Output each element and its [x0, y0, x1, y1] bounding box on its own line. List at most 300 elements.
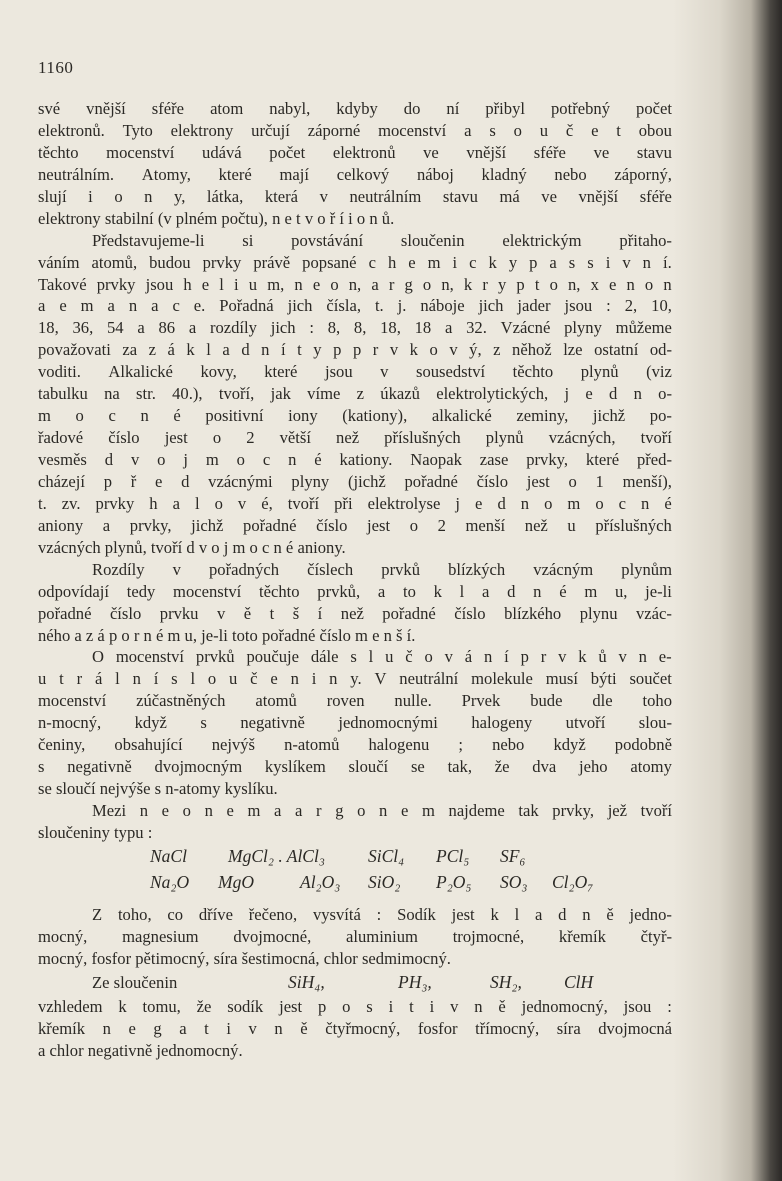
- word: ý,: [469, 340, 482, 360]
- word: tedy: [126, 581, 156, 601]
- word: e-: [658, 647, 672, 667]
- word: d: [609, 384, 618, 404]
- word: n: [641, 493, 650, 513]
- word: m: [584, 581, 598, 601]
- word: záporný,: [614, 164, 672, 184]
- word: o: [75, 406, 84, 426]
- word: jsou: [324, 362, 353, 382]
- text-line: [38, 164, 672, 186]
- word: plyny: [291, 471, 330, 491]
- word: je-li: [645, 581, 672, 601]
- word: můžeme: [615, 318, 672, 338]
- word: sloučí: [348, 757, 389, 777]
- formula: PCl₅: [436, 845, 470, 866]
- word: pořadných: [209, 559, 280, 579]
- word: na: [104, 384, 120, 404]
- word: í.: [662, 252, 672, 272]
- word: m: [247, 801, 261, 820]
- word: negativně: [240, 713, 305, 733]
- word: atom: [210, 99, 244, 118]
- word: ;: [458, 735, 464, 755]
- text-line: [38, 690, 672, 712]
- word: s: [568, 252, 576, 272]
- formula: MgCl₂ . AlCl₃: [228, 845, 325, 866]
- word: m: [38, 406, 51, 426]
- word: o: [157, 450, 166, 469]
- word: p: [520, 647, 529, 667]
- formula-row-3: [38, 970, 672, 996]
- word: elektronů.: [38, 120, 105, 140]
- word: h: [387, 252, 397, 272]
- word: n: [582, 904, 591, 924]
- word: cházejí: [38, 471, 85, 491]
- word: než: [340, 603, 364, 623]
- word: u: [229, 669, 238, 689]
- word: 40.),: [172, 384, 203, 404]
- word: pořadné: [38, 603, 92, 623]
- word: á: [94, 669, 103, 689]
- text-line: [38, 449, 672, 471]
- word: é: [173, 406, 181, 426]
- word: n,: [568, 274, 581, 294]
- text-line: [38, 948, 672, 970]
- word: n: [533, 581, 542, 601]
- word: 54: [107, 318, 124, 338]
- text-line: [38, 493, 672, 515]
- word: voditi.: [38, 362, 81, 382]
- word: o: [424, 647, 433, 667]
- word: kationy.: [339, 450, 393, 469]
- text-line: [38, 317, 672, 339]
- word: kyslíkem: [264, 757, 326, 777]
- word: zase: [479, 450, 509, 469]
- word: stavu: [442, 186, 478, 206]
- word: stavu: [636, 142, 672, 162]
- text-line: [38, 120, 672, 142]
- word: a: [137, 318, 145, 338]
- word: popsané: [302, 252, 357, 272]
- word: číslech: [307, 559, 354, 579]
- word: n: [102, 1018, 111, 1038]
- text-line: [38, 98, 672, 120]
- word: těchto: [38, 142, 79, 162]
- word: které: [264, 362, 298, 382]
- word: počet: [269, 142, 306, 162]
- word: n: [274, 1018, 283, 1038]
- word: kdyby: [336, 99, 378, 118]
- word: před-: [636, 450, 672, 469]
- word: ř: [130, 471, 137, 491]
- word: h: [183, 274, 192, 294]
- word: Mezi: [92, 801, 127, 820]
- word: co: [167, 904, 184, 924]
- word: tvoří: [640, 801, 672, 820]
- word: vzácnými: [208, 471, 273, 491]
- word: Alkalické: [108, 362, 173, 382]
- word: e: [400, 801, 409, 820]
- word: i: [88, 186, 93, 206]
- word: dvojmocným: [154, 757, 243, 777]
- word: nejvýš: [211, 735, 256, 755]
- word: n: [261, 340, 270, 360]
- word: Sodík: [397, 904, 436, 924]
- word: n: [520, 493, 530, 513]
- word: jichž: [191, 515, 224, 535]
- word: é,: [261, 493, 273, 513]
- word: a: [188, 318, 197, 338]
- text-line: [38, 625, 672, 647]
- word: jež: [607, 801, 628, 820]
- word: p: [516, 274, 525, 294]
- formula: ClH: [564, 971, 594, 992]
- word: p: [529, 252, 538, 272]
- word: halogeny: [471, 713, 533, 733]
- word: jest: [451, 904, 475, 924]
- word: víme: [307, 384, 341, 404]
- word: počet: [636, 99, 672, 118]
- word: číslo: [454, 603, 486, 623]
- word: k: [409, 340, 418, 360]
- word: t: [616, 120, 621, 140]
- word: u: [567, 515, 576, 535]
- word: Naopak: [410, 450, 462, 469]
- word: o: [422, 274, 432, 294]
- word: y: [497, 274, 507, 294]
- text-line: [38, 778, 672, 800]
- text-line: [38, 822, 672, 844]
- word: (viz: [646, 362, 672, 382]
- word: obou: [638, 120, 672, 140]
- text-line-content: se sloučí nejvýše s n-atomy kyslíku.: [38, 779, 278, 799]
- word: x: [590, 274, 599, 294]
- word: c: [368, 252, 376, 272]
- word: plyny: [564, 318, 602, 338]
- word: v: [319, 186, 328, 206]
- word: o: [429, 340, 438, 360]
- word: o: [549, 274, 558, 294]
- word: potřebný: [551, 99, 610, 118]
- word: blízkého: [504, 603, 562, 623]
- word: jsou: [145, 274, 174, 294]
- text-line: [38, 996, 672, 1018]
- word: a: [179, 1018, 187, 1038]
- word: jednomocný,: [521, 996, 608, 1016]
- word: to: [402, 581, 416, 601]
- word: l: [514, 904, 520, 924]
- word: 86: [158, 318, 176, 338]
- text-line: [38, 904, 672, 926]
- word: vnější: [86, 99, 126, 118]
- word: n: [294, 274, 303, 294]
- word: ě: [606, 904, 614, 924]
- word: n-mocný,: [38, 713, 102, 733]
- word: m: [421, 801, 435, 820]
- word: e: [161, 801, 170, 820]
- word: o: [544, 493, 553, 513]
- word: d: [241, 340, 250, 360]
- word: tak,: [447, 757, 472, 777]
- word: t: [269, 603, 275, 623]
- word: t.: [374, 296, 384, 316]
- word: jsou: [564, 296, 593, 316]
- word: Takové: [38, 274, 87, 294]
- formula: PH₃,: [398, 971, 432, 992]
- word: musí: [545, 669, 578, 689]
- word: udává: [202, 142, 242, 162]
- word: sodík: [227, 996, 264, 1016]
- word: 8,: [327, 318, 341, 338]
- word: V: [374, 669, 387, 689]
- word: p: [103, 471, 113, 491]
- word: než: [524, 515, 548, 535]
- word: c: [172, 296, 180, 316]
- word: neutrálním.: [38, 164, 115, 184]
- word: l: [368, 647, 374, 667]
- word: že: [494, 757, 510, 777]
- word: str.: [136, 384, 156, 404]
- word: n: [379, 801, 388, 820]
- text-line: [38, 734, 672, 756]
- word: 2: [246, 428, 255, 448]
- word: své: [38, 99, 61, 118]
- word: které: [585, 450, 620, 469]
- word: a: [295, 801, 303, 820]
- word: sféře: [151, 99, 185, 118]
- word: příslušných: [384, 428, 461, 448]
- word: které: [218, 164, 252, 184]
- text-line: [38, 646, 672, 668]
- word: dva: [532, 757, 557, 777]
- word: těchto: [258, 581, 300, 601]
- word: budou: [149, 252, 191, 272]
- word: o: [330, 274, 339, 294]
- word: jich: [287, 296, 313, 316]
- word: atomů,: [91, 252, 138, 272]
- word: n: [642, 252, 651, 272]
- word: síra: [556, 1018, 581, 1038]
- word: čtyř-: [640, 926, 672, 946]
- word: považovati: [38, 340, 111, 360]
- word: j: [564, 384, 570, 404]
- word: e: [59, 296, 67, 316]
- word: sousedství: [415, 362, 486, 382]
- word: utvoří: [565, 713, 606, 733]
- word: tomu,: [142, 996, 181, 1016]
- word: 1: [595, 471, 604, 491]
- word: dříve: [198, 904, 233, 924]
- word: pořadné: [404, 471, 458, 491]
- word: a: [549, 252, 557, 272]
- word: l: [194, 493, 200, 513]
- word: n: [633, 384, 642, 404]
- page-number: 1160: [38, 58, 74, 77]
- word: ostatní: [594, 340, 639, 360]
- word: 18: [414, 318, 432, 338]
- word: Atomy,: [141, 164, 191, 184]
- word: dvojmocné,: [233, 926, 312, 946]
- word: í: [280, 340, 286, 360]
- word: í: [504, 647, 509, 667]
- word: celkový: [336, 164, 390, 184]
- word: v: [237, 493, 247, 513]
- word: kovy,: [200, 362, 237, 382]
- text-line: [38, 603, 672, 625]
- formula: SiO₂: [368, 871, 401, 892]
- word: tvoří: [287, 493, 320, 513]
- word: 18,: [38, 318, 59, 338]
- word: prvky,: [129, 515, 172, 535]
- text-line: [38, 361, 672, 383]
- word: po-: [649, 406, 672, 426]
- word: k: [433, 581, 442, 601]
- word: křemík: [38, 1018, 86, 1038]
- word: t: [297, 340, 302, 360]
- word: í: [153, 669, 159, 689]
- word: r: [482, 274, 488, 294]
- word: č: [565, 120, 574, 140]
- word: vesměs: [38, 450, 87, 469]
- word: elektrolytických,: [436, 384, 549, 404]
- word: s: [38, 757, 45, 777]
- word: aniony: [38, 515, 84, 535]
- word: m: [567, 493, 581, 513]
- formula-row-1: [38, 844, 672, 870]
- word: n: [626, 274, 635, 294]
- word: t: [59, 669, 64, 689]
- word: á: [464, 647, 473, 667]
- word: když: [553, 735, 586, 755]
- word: n: [638, 647, 647, 667]
- word: prvky: [95, 493, 135, 513]
- word: když: [134, 713, 167, 733]
- word: něhož: [512, 340, 552, 360]
- text-line-content: a chlor negativně jednomocný.: [38, 1040, 243, 1060]
- word: k: [186, 340, 195, 360]
- word: mocenství: [173, 581, 242, 601]
- word: číslo: [476, 471, 508, 491]
- word: o: [114, 186, 123, 206]
- paragraphs-main: [38, 98, 672, 844]
- word: r: [316, 801, 322, 820]
- word: plynů: [485, 428, 524, 448]
- text-line: [38, 559, 672, 581]
- word: s: [587, 252, 594, 272]
- word: elektronů: [332, 142, 396, 162]
- word: jeho: [579, 757, 608, 777]
- word: že: [196, 996, 212, 1016]
- word: mocenství: [115, 647, 185, 667]
- paragraph-final: [38, 996, 672, 1062]
- word: t: [409, 996, 414, 1016]
- formula: SH₂,: [490, 971, 522, 992]
- word: a: [151, 296, 159, 316]
- word: u: [385, 647, 394, 667]
- word: e: [270, 669, 278, 689]
- word: u,: [614, 581, 628, 601]
- text-line-content: sloučeniny typu :: [38, 822, 153, 842]
- word: dle: [592, 691, 613, 711]
- word: řečeno,: [248, 904, 298, 924]
- formula: SiH₄,: [288, 971, 325, 992]
- word: ve: [541, 186, 557, 206]
- word: d: [507, 581, 516, 601]
- word: o: [212, 428, 222, 448]
- word: i: [234, 274, 239, 294]
- word: vzhledem: [38, 996, 103, 1016]
- word: trojmocné,: [452, 926, 525, 946]
- word: o: [409, 515, 418, 535]
- word: tvoří: [640, 428, 672, 448]
- word: býti: [590, 669, 617, 689]
- word: zv.: [61, 493, 81, 513]
- word: elektrony: [170, 120, 234, 140]
- word: n: [329, 669, 338, 689]
- word: n: [474, 996, 483, 1016]
- word: a: [38, 296, 46, 316]
- word: sféře: [639, 186, 672, 206]
- word: t: [204, 1018, 209, 1038]
- word: s: [200, 713, 207, 733]
- word: t: [534, 274, 540, 294]
- word: plynů: [580, 362, 619, 382]
- word: ve: [593, 142, 610, 162]
- word: atomů: [255, 691, 297, 711]
- word: Vzácné: [500, 318, 551, 338]
- word: k: [118, 996, 127, 1016]
- word: n: [483, 647, 493, 667]
- word: j.: [397, 296, 407, 316]
- word: plynům: [621, 559, 672, 579]
- paragraph-after-formulas: [38, 904, 672, 970]
- word: látka,: [206, 186, 244, 206]
- word: číslo: [316, 515, 348, 535]
- word: dvojmocná: [598, 1018, 672, 1038]
- word: š: [292, 603, 300, 623]
- word: o: [568, 471, 577, 491]
- word: n,: [348, 274, 362, 294]
- text-line-content: mocný, fosfor pětimocný, síra šestimocná, chlor sedmimocný.: [38, 948, 451, 968]
- word: plynu: [579, 603, 618, 623]
- word: prvky,: [552, 801, 595, 820]
- text-line: [38, 926, 672, 948]
- word: e: [591, 120, 599, 140]
- word: a: [464, 120, 472, 140]
- word: O: [92, 647, 104, 667]
- word: tvoří,: [218, 384, 255, 404]
- word: a: [222, 340, 230, 360]
- word: ě: [498, 996, 506, 1016]
- word: n: [204, 801, 213, 820]
- word: o: [207, 669, 217, 689]
- text-line: [38, 1040, 672, 1062]
- word: s: [350, 647, 357, 667]
- word: d: [497, 493, 506, 513]
- word: i: [452, 252, 458, 272]
- word: prvků: [381, 559, 420, 579]
- word: s: [489, 120, 496, 140]
- word: n: [288, 450, 297, 469]
- word: která: [264, 186, 299, 206]
- word: úkazů: [380, 384, 420, 404]
- word: křemík: [558, 926, 606, 946]
- word: i: [311, 669, 317, 689]
- word: 32.: [466, 318, 487, 338]
- word: :: [667, 996, 672, 1016]
- word: odpovídají: [38, 581, 109, 601]
- text-line: [38, 274, 672, 296]
- word: d: [558, 904, 567, 924]
- word: náboj: [416, 164, 454, 184]
